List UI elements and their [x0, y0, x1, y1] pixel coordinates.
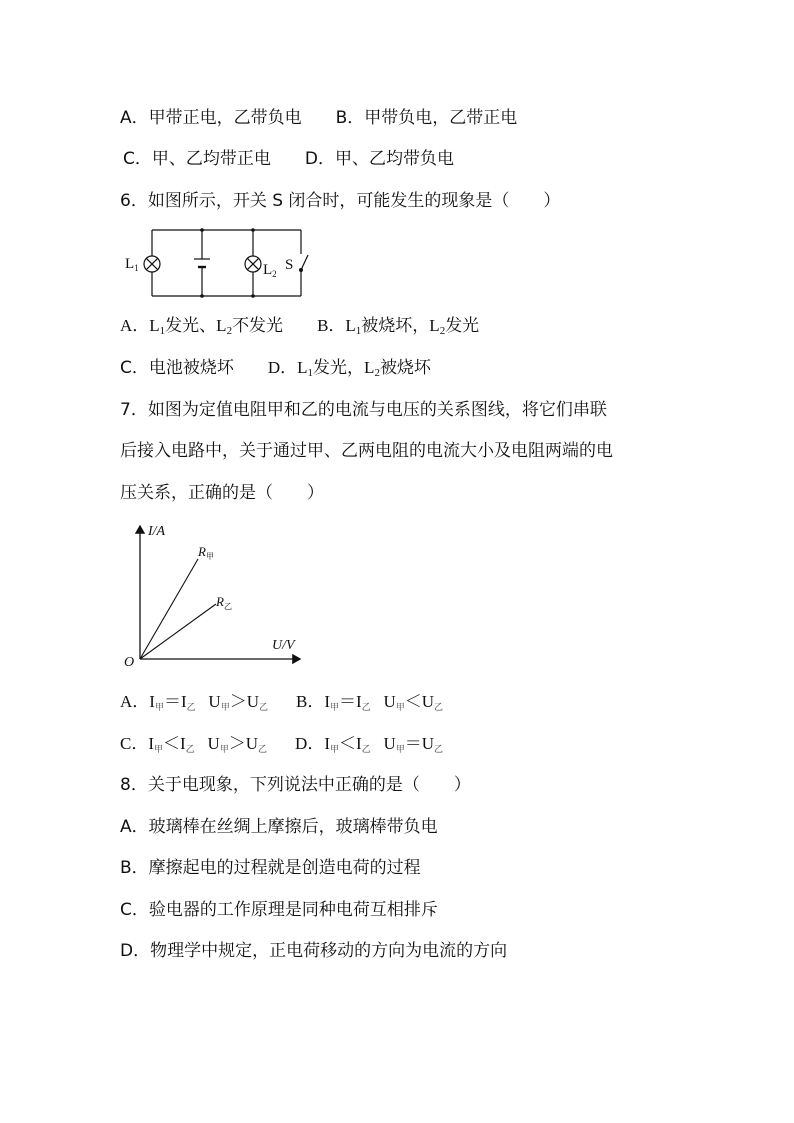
- q7-stem-line3: 压关系，正确的是（ ）: [120, 483, 324, 503]
- q6-options-row2: [120, 356, 431, 385]
- q6-stem: 6．如图所示，开关 S 闭合时，可能发生的现象是（ ）: [120, 191, 561, 211]
- q7-option-c: C．I甲＜I乙 U甲＞U乙: [120, 734, 268, 754]
- q7-options-row2: [120, 732, 443, 761]
- q6-options-row1: [120, 314, 479, 343]
- q7-stem-line2: 后接入电路中，关于通过甲、乙两电阻的电流大小及电阻两端的电: [120, 441, 613, 461]
- battery-icon: [194, 259, 210, 267]
- q8-option-d: D．物理学中规定，正电荷移动的方向为电流的方向: [120, 941, 508, 961]
- q6-option-b: B．$L_1$被烧坏，$L_2$发光: [317, 316, 480, 337]
- label-s: S: [285, 257, 294, 273]
- q6-option-c: C．电池被烧坏: [120, 358, 234, 378]
- q8-option-b: B．摩擦起电的过程就是创造电荷的过程: [120, 858, 421, 878]
- q5-option-d: D．甲、乙均带负电: [304, 149, 454, 169]
- q8-option-c: C．验电器的工作原理是同种电荷互相排斥: [120, 900, 438, 920]
- q7-options-row1: [120, 690, 443, 719]
- y-axis-label: I/A: [148, 524, 166, 539]
- q7-option-b: B．I甲＝I乙 U甲＜U乙: [296, 692, 444, 712]
- q7-stem-line1: 7．如图为定值电阻甲和乙的电流与电压的关系图线，将它们串联: [120, 400, 607, 420]
- q5-option-c: C．甲、乙均带正电: [123, 149, 271, 169]
- q8-stem: 8．关于电现象，下列说法中正确的是（ ）: [120, 775, 471, 795]
- lamp-l2-icon: [245, 256, 261, 272]
- junction-dot: [251, 294, 255, 298]
- line-r-jia: [140, 559, 198, 659]
- origin-label: O: [124, 655, 135, 670]
- q7-iu-graph: [118, 516, 308, 672]
- line-r-yi: [140, 604, 216, 659]
- q6-circuit-diagram: [118, 222, 318, 302]
- q5-option-a: A．甲带正电，乙带负电: [120, 108, 302, 128]
- q6-option-d: D．$L_1$发光，$L_2$被烧坏: [267, 358, 431, 379]
- q5-options-row1: [120, 106, 517, 130]
- q8-option-a: A．玻璃棒在丝绸上摩擦后，玻璃棒带负电: [120, 817, 438, 837]
- switch-icon: [300, 255, 308, 271]
- junction-dot: [200, 294, 204, 298]
- r-yi-label: $R_乙$: [216, 594, 232, 611]
- x-axis-label: U/V: [272, 638, 295, 653]
- q6-option-a: A．$L_1$发光、$L_2$不发光: [120, 316, 284, 337]
- q7-option-d: D．I甲＜I乙 U甲＝U乙: [295, 734, 444, 754]
- q5-option-b: B．甲带负电，乙带正电: [335, 108, 518, 128]
- label-l2: $L_2$: [263, 262, 277, 279]
- junction-dot: [200, 228, 204, 232]
- junction-dot: [251, 228, 255, 232]
- label-l1: $L_1$: [125, 256, 139, 273]
- q5-options-row2: [123, 147, 454, 171]
- lamp-l1-icon: [144, 256, 160, 272]
- r-jia-label: $R_甲$: [198, 544, 214, 561]
- q7-option-a: A．I甲＝I乙 U甲＞U乙: [120, 692, 268, 712]
